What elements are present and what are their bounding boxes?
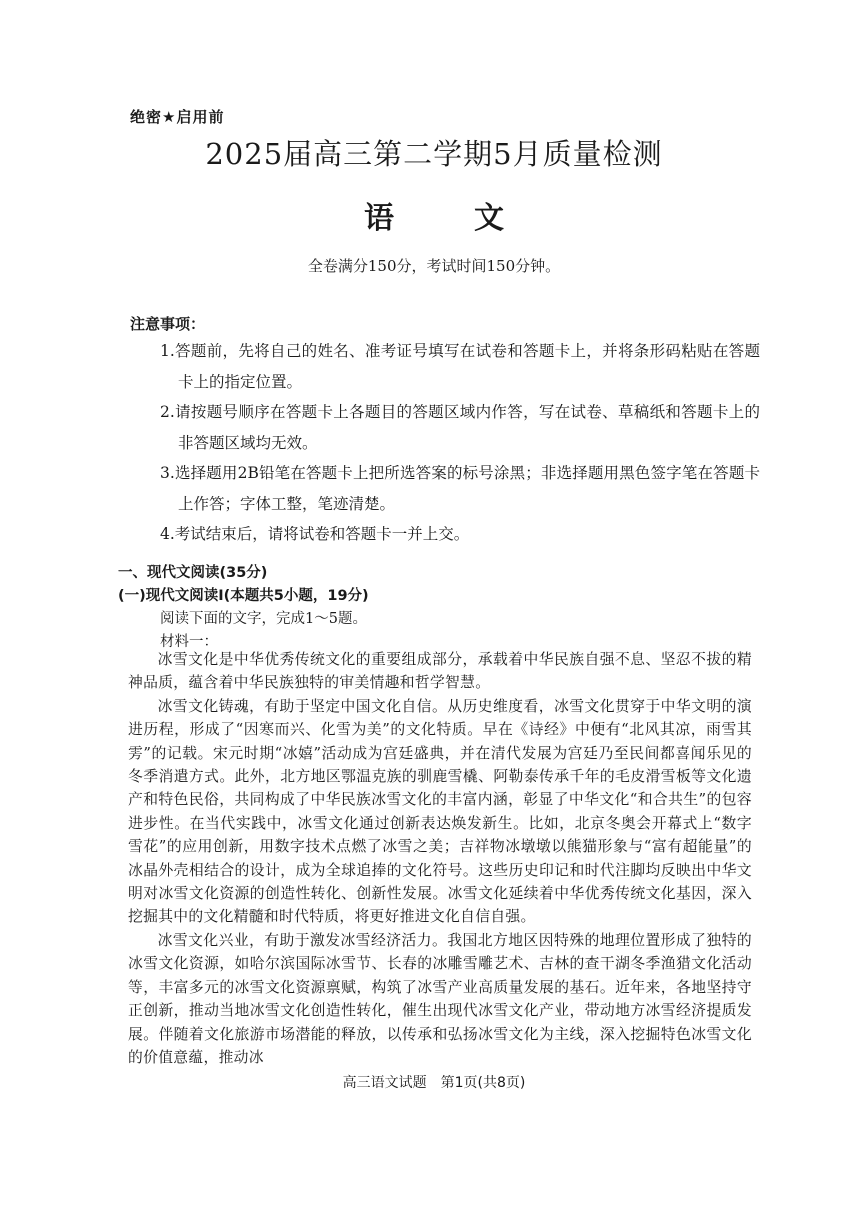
notes-list bbox=[160, 336, 760, 550]
note-item: 4.考试结束后，请将试卷和答题卡一并上交。 bbox=[160, 525, 470, 543]
score-info: 全卷满分150分，考试时间150分钟。 bbox=[307, 257, 561, 275]
confidential-label: 绝密★启用前 bbox=[130, 108, 225, 126]
sub-section-title: (一)现代文阅读Ⅰ(本题共5小题，19分) bbox=[118, 588, 369, 604]
subject-title bbox=[0, 193, 868, 237]
note-item: 2.请按题号顺序在答题卡上各题目的答题区域内作答，写在试卷、草稿纸和答题卡上的非答题区域均无效。 bbox=[160, 403, 760, 452]
page-footer: 高三语文试题 第1页(共8页) bbox=[342, 1075, 526, 1091]
subject-char-2: 文 bbox=[474, 201, 504, 236]
reading-instruction: 阅读下面的文字，完成1～5题。 bbox=[160, 611, 367, 627]
subject-char-1: 语 bbox=[364, 201, 394, 236]
passage-paragraph: 冰雪文化铸魂，有助于坚定中国文化自信。从历史维度看，冰雪文化贯穿于中华文明的演进历程，形成了“因寒而兴、化雪为美”的文化特质。早在《诗经》中便有“北风其凉，雨雪其雱”的记载。宋元时期“冰嬉”活动成为宫廷盛典，并在清代发展为宫廷乃至民间都喜闻乐见的冬季消遣方式。此外，北方地区鄂温克族的驯鹿雪橇、阿勒泰传承千年的毛皮滑雪板等文化遗产和特色民俗，共同构成了中华民族冰雪文化的丰富内涵，彰显了中华文化“和合共生”的包容进步性。在当代实践中，冰雪文化通过创新表达焕发新生。比如，北京冬奥会开幕式上“数字雪花”的应用创新，用数字技术点燃了冰雪之美；吉祥物冰墩墩以熊猫形象与“富有超能量”的冰晶外壳相结合的设计，成为全球追捧的文化符号。这些历史印记和时代注脚均反映出中华文明对冰雪文化资源的创造性转化、创新性发展。冰雪文化延续着中华优秀传统文化基因，深入挖掘其中的文化精髓和时代特质，将更好推进文化自信自强。 bbox=[128, 697, 753, 926]
notes-title: 注意事项： bbox=[130, 315, 206, 333]
note-item: 1.答题前，先将自己的姓名、准考证号填写在试卷和答题卡上，并将条形码粘贴在答题卡上的指定位置。 bbox=[160, 342, 760, 391]
exam-title: 2025届高三第二学期5月质量检测 bbox=[205, 137, 663, 171]
passage-paragraph: 冰雪文化是中华优秀传统文化的重要组成部分，承载着中华民族自强不息、坚忍不拔的精神品质，蕴含着中华民族独特的审美情趣和哲学智慧。 bbox=[128, 651, 752, 692]
reading-passage bbox=[128, 648, 752, 1069]
passage-paragraph: 冰雪文化兴业，有助于激发冰雪经济活力。我国北方地区因特殊的地理位置形成了独特的冰雪文化资源，如哈尔滨国际冰雪节、长春的冰雕雪雕艺术、吉林的查干湖冬季渔猎文化活动等，丰富多元的冰雪文化资源禀赋，构筑了冰雪产业高质量发展的基石。近年来，各地坚持守正创新，推动当地冰雪文化创造性转化，催生出现代冰雪文化产业，带动地方冰雪经济提质发展。伴随着文化旅游市场潜能的释放，以传承和弘扬冰雪文化为主线，深入挖掘特色冰雪文化的价值意蕴，推动冰 bbox=[128, 931, 752, 1066]
part-title: 一、现代文阅读(35分) bbox=[118, 565, 268, 581]
material-label: 材料一： bbox=[160, 634, 218, 650]
note-item: 3.选择题用2B铅笔在答题卡上把所选答案的标号涂黑；非选择题用黑色签字笔在答题卡上作答；字体工整，笔迹清楚。 bbox=[160, 464, 760, 513]
